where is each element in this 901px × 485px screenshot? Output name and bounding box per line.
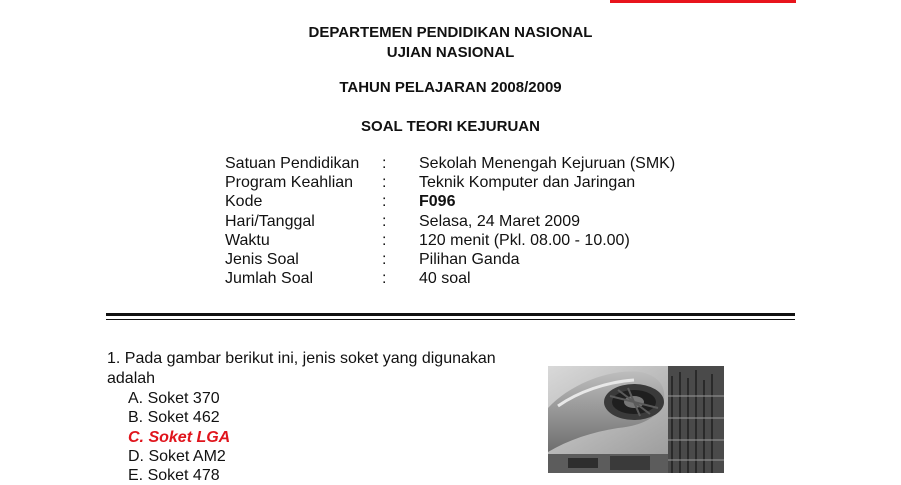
section-divider-thin xyxy=(106,319,795,320)
option-c-correct: C. Soket LGA xyxy=(128,428,231,446)
info-value-code: F096 xyxy=(419,193,456,211)
info-value: Sekolah Menengah Kejuruan (SMK) xyxy=(419,155,676,172)
info-separator: : xyxy=(382,174,387,192)
info-value: Selasa, 24 Maret 2009 xyxy=(419,212,580,230)
option-a: A. Soket 370 xyxy=(128,390,220,407)
info-label: Satuan Pendidikan xyxy=(225,155,360,172)
subject-title: SOAL TEORI KEJURUAN xyxy=(361,118,540,135)
info-value: Teknik Komputer dan Jaringan xyxy=(419,174,636,192)
info-separator: : xyxy=(382,231,387,249)
info-row-satuan-pendidikan xyxy=(225,154,785,173)
department-title: DEPARTEMEN PENDIDIKAN NASIONAL xyxy=(308,24,593,41)
info-separator: : xyxy=(382,270,387,288)
cpu-socket-photo xyxy=(548,366,724,473)
info-label: Kode xyxy=(225,193,263,211)
info-row-program-keahlian xyxy=(225,173,785,192)
info-label: Program Keahlian xyxy=(225,174,354,192)
info-row-kode xyxy=(225,192,785,211)
question-text-line: 1. Pada gambar berikut ini, jenis soket yang digunakan xyxy=(107,350,496,367)
exam-info-table xyxy=(225,154,785,288)
option-e: E. Soket 478 xyxy=(128,467,220,485)
top-red-strip xyxy=(610,0,796,3)
info-value: 120 menit (Pkl. 08.00 - 10.00) xyxy=(419,231,630,249)
option-d: D. Soket AM2 xyxy=(128,447,226,465)
info-separator: : xyxy=(382,212,387,230)
info-label: Waktu xyxy=(225,231,270,249)
info-row-waktu xyxy=(225,231,785,250)
school-year-title: TAHUN PELAJARAN 2008/2009 xyxy=(339,79,562,96)
section-divider-thick xyxy=(106,313,795,316)
question-text-line: adalah xyxy=(107,369,156,387)
info-label: Jenis Soal xyxy=(225,250,299,268)
question-1 xyxy=(107,349,537,388)
info-separator: : xyxy=(382,250,387,268)
info-value: 40 soal xyxy=(419,270,471,288)
info-row-jumlah-soal xyxy=(225,269,785,288)
info-row-jenis-soal xyxy=(225,250,785,269)
answer-options xyxy=(128,389,488,485)
info-separator: : xyxy=(382,155,387,172)
info-label: Jumlah Soal xyxy=(225,270,314,288)
info-separator: : xyxy=(382,193,387,211)
exam-title: UJIAN NASIONAL xyxy=(386,44,515,61)
info-value: Pilihan Ganda xyxy=(419,250,520,268)
info-label: Hari/Tanggal xyxy=(225,212,315,230)
option-b: B. Soket 462 xyxy=(128,409,220,427)
info-row-hari-tanggal xyxy=(225,212,785,231)
